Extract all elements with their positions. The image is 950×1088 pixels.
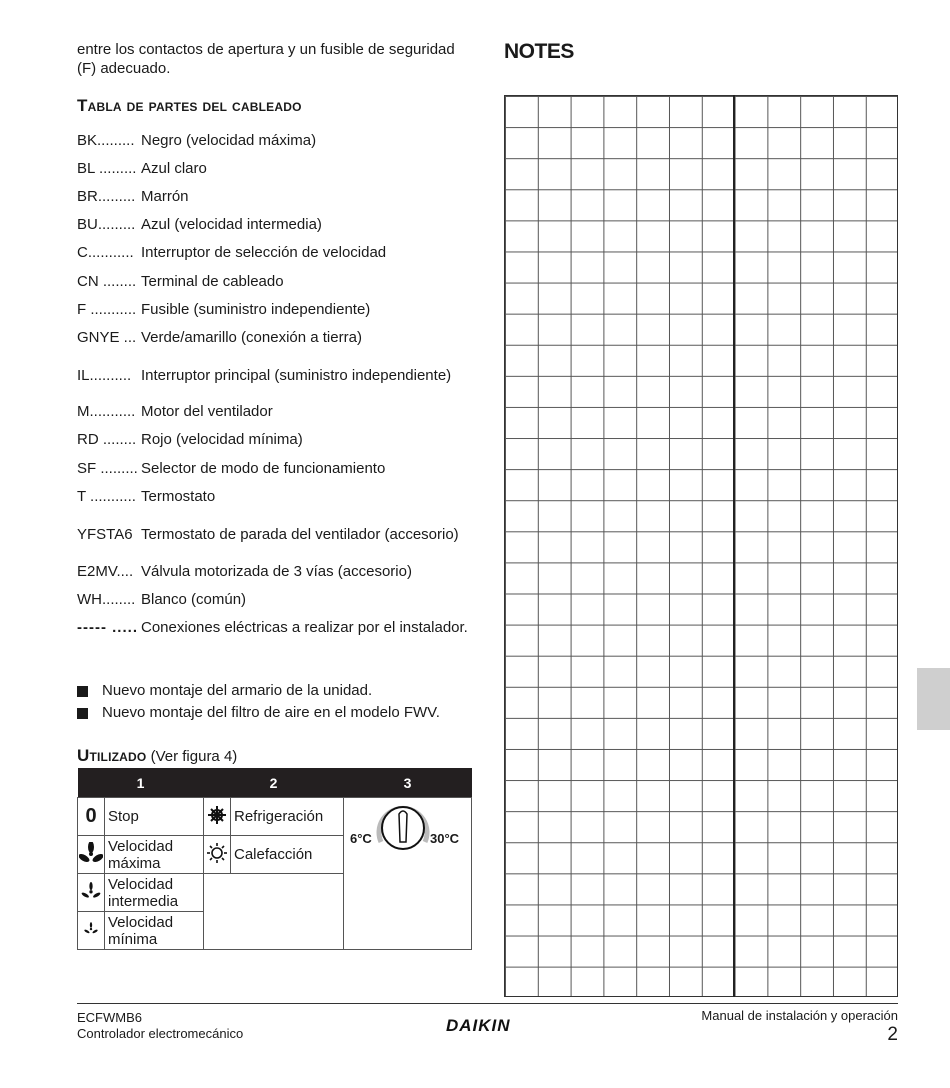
utilizado-title: Utilizado (77, 746, 147, 765)
wiring-row (77, 132, 477, 150)
daikin-logo: DAIKIN (446, 1016, 511, 1035)
page-number: 2 (887, 1024, 898, 1045)
wiring-description: Motor del ventilador (141, 403, 273, 420)
wiring-description: Válvula motorizada de 3 vías (accesorio) (141, 563, 412, 580)
wiring-code: BR......... (77, 188, 136, 205)
list-item-text: Nuevo montaje del armario de la unidad. (102, 682, 373, 699)
wiring-description: Conexiones eléctricas a realizar por el instalador. (141, 619, 468, 636)
wiring-code: C........... (77, 244, 134, 261)
dial-max-label: 30°C (430, 831, 460, 846)
wiring-row (77, 188, 477, 206)
wiring-code: ----- ..... (77, 619, 138, 636)
list-item (77, 704, 440, 722)
wiring-code: BK......... (77, 132, 135, 149)
thermostat-dial-icon (375, 802, 431, 854)
wiring-code: T ........... (77, 488, 136, 505)
empty-cell (204, 874, 344, 950)
wiring-code: RD ........ (77, 431, 137, 448)
footer-model: ECFWMB6 (77, 1010, 142, 1025)
wiring-row (77, 367, 477, 385)
table-cell: Refrigeración (231, 798, 344, 836)
fan-medium-icon (78, 874, 105, 912)
wiring-code: YFSTA6 (77, 526, 133, 543)
table-header: 3 (344, 768, 472, 798)
fan-large-icon (78, 836, 105, 874)
wiring-code: BL ......... (77, 160, 137, 177)
wiring-description: Verde/amarillo (conexión a tierra) (141, 329, 362, 346)
wiring-row (77, 244, 477, 262)
utilizado-heading (77, 746, 237, 766)
utilizado-table (77, 768, 472, 950)
intro-text: entre los contactos de apertura y un fusible de seguridad (F) adecuado. (77, 41, 455, 77)
wiring-code: BU......... (77, 216, 136, 233)
wiring-code: GNYE ... (77, 329, 137, 346)
footer-manual: Manual de instalación y operación (701, 1008, 898, 1023)
wiring-description: Selector de modo de funcionamiento (141, 460, 386, 477)
wiring-row (77, 619, 477, 637)
wiring-description: Interruptor principal (suministro independiente) (141, 367, 452, 384)
wiring-description: Terminal de cableado (141, 273, 284, 290)
table-cell: Calefacción (231, 836, 344, 874)
sun-icon (204, 836, 231, 874)
square-bullet-icon (77, 708, 88, 719)
wiring-description: Termostato (141, 488, 216, 505)
grid-divider (733, 95, 735, 997)
dial-min-label: 6°C (350, 831, 372, 846)
wiring-description: Fusible (suministro independiente) (141, 301, 371, 318)
temperature-dial-cell (344, 798, 472, 950)
wiring-row (77, 488, 477, 506)
wiring-description: Termostato de parada del ventilador (accesorio) (141, 526, 459, 543)
wiring-description: Negro (velocidad máxima) (141, 132, 317, 149)
wiring-row (77, 160, 477, 178)
wiring-row (77, 591, 477, 609)
wiring-row (77, 563, 477, 581)
table-cell: Velocidad mínima (105, 912, 204, 950)
snowflake-icon (204, 798, 231, 836)
notes-title: NOTES (504, 40, 574, 63)
footer-divider (77, 1003, 898, 1004)
square-bullet-icon (77, 686, 88, 697)
utilizado-subtitle: (Ver figura 4) (150, 748, 238, 765)
list-item (77, 682, 372, 700)
wiring-row (77, 301, 477, 319)
wiring-description: Rojo (velocidad mínima) (141, 431, 303, 448)
wiring-row (77, 431, 477, 449)
notes-grid (504, 95, 898, 997)
wiring-code: E2MV.... (77, 563, 134, 580)
table-cell: Velocidad intermedia (105, 874, 204, 912)
stop-icon: 0 (78, 798, 105, 836)
wiring-row (77, 526, 477, 544)
wiring-description: Marrón (141, 188, 189, 205)
table-header: 1 (78, 768, 204, 798)
footer-left (77, 1010, 243, 1042)
wiring-description: Azul (velocidad intermedia) (141, 216, 322, 233)
wiring-code: IL.......... (77, 367, 132, 384)
fan-small-icon (78, 912, 105, 950)
list-item-text: Nuevo montaje del filtro de aire en el modelo FWV. (102, 704, 440, 721)
wiring-description: Blanco (común) (141, 591, 247, 608)
wiring-code: SF ......... (77, 460, 138, 477)
wiring-code: F ........... (77, 301, 137, 318)
wiring-description: Interruptor de selección de velocidad (141, 244, 387, 261)
wiring-code: CN ........ (77, 273, 137, 290)
wiring-row (77, 403, 477, 421)
wiring-table-title: Tabla de partes del cableado (77, 96, 302, 115)
wiring-row (77, 329, 477, 347)
wiring-code: M........... (77, 403, 136, 420)
footer-product: Controlador electromecánico (77, 1026, 244, 1041)
wiring-code: WH........ (77, 591, 136, 608)
wiring-row (77, 273, 477, 291)
table-cell: Stop (105, 798, 204, 836)
wiring-row (77, 216, 477, 234)
table-cell: Velocidad máxima (105, 836, 204, 874)
wiring-description: Azul claro (141, 160, 207, 177)
table-header: 2 (204, 768, 344, 798)
section-tab (917, 668, 950, 730)
wiring-row (77, 460, 477, 478)
